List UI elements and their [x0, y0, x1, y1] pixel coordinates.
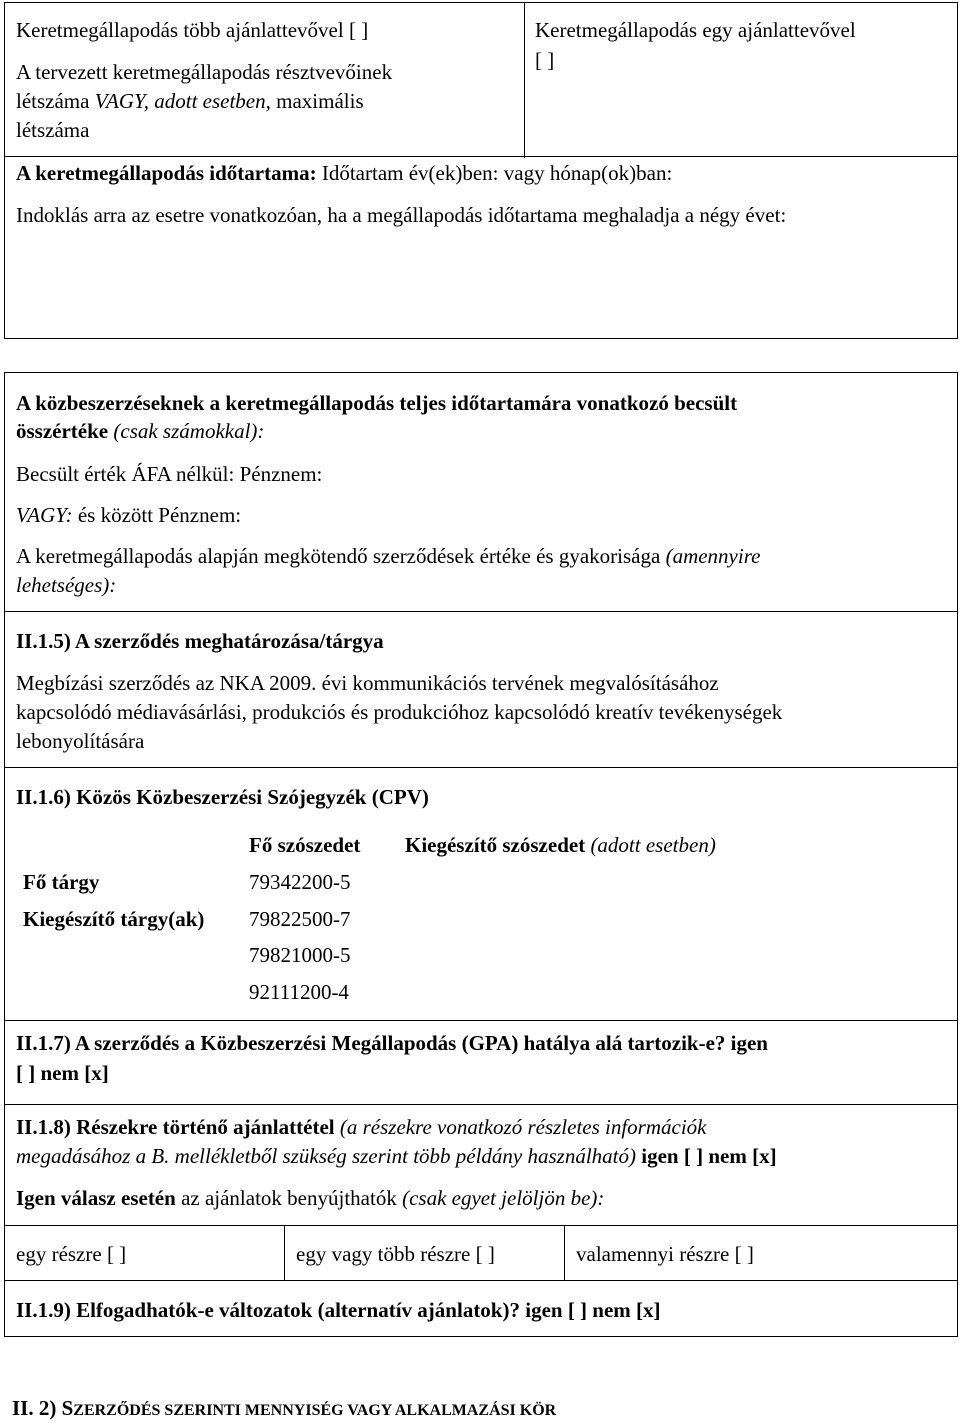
section-115-line1: Megbízási szerződés az NKA 2009. évi kommunikációs tervének megvalósításához [16, 671, 719, 695]
participants-line1: A tervezett keretmegállapodás résztvevőinek [16, 60, 393, 84]
section-119-title: II.1.9) Elfogadhatók-e változatok (alternatív ajánlatok)? igen [ ] nem [x] [16, 1298, 661, 1322]
framework-divider [524, 2, 525, 158]
value-contracts-line2: lehetséges): [16, 573, 117, 597]
value-range [16, 500, 241, 530]
section-118-title: II.1.8) Részekre történő ajánlattétel [16, 1115, 335, 1139]
section-116-title: II.1.6) Közös Közbeszerzési Szójegyzék (CPV) [16, 785, 429, 809]
parts-one-or-more: egy vagy több részre [ ] [296, 1242, 495, 1266]
duration-label [16, 158, 672, 188]
cpv-row-main-label: Fő tárgy [23, 870, 100, 894]
value-estimated: Becsült érték ÁFA nélkül: Pénznem: [16, 462, 323, 486]
participants-line2-a: létszáma [16, 89, 95, 113]
participants-line2-vagy: VAGY, adott esetben, [94, 89, 271, 113]
value-range-rest: és között Pénznem: [72, 503, 242, 527]
participants-line2 [16, 86, 364, 116]
section-115-line3: lebonyolítására [16, 729, 145, 753]
section-118-line2 [16, 1141, 777, 1171]
parts-divider [564, 1225, 565, 1281]
cpv-col-supp [405, 830, 716, 860]
duration-label-rest: Időtartam év(ek)ben: vagy hónap(ok)ban: [316, 161, 673, 185]
cpv-supp-code: 79821000-5 [249, 943, 351, 967]
duration-justification: Indoklás arra az esetre vonatkozóan, ha a megállapodás időtartama meghaladja a négy évet: [16, 203, 787, 227]
framework-row-divider [4, 156, 958, 157]
section-118-note2: megadásához a B. mellékletből szükség szerint több példány használható) [16, 1144, 637, 1168]
section-118-answer-italic: (csak egyet jelöljön be): [402, 1186, 605, 1210]
section-118-answer-bold: Igen válasz esetén [16, 1186, 176, 1210]
section-2-initial: S [61, 1396, 74, 1420]
duration-label-bold: A keretmegállapodás időtartama: [16, 161, 317, 185]
value-heading-line2 [16, 416, 264, 446]
parts-one: egy részre [ ] [16, 1242, 127, 1266]
framework-single-line2: [ ] [535, 48, 555, 72]
value-contracts-b: (amennyire [665, 544, 761, 568]
section-118-answer-rest: az ajánlatok benyújthatók [175, 1186, 403, 1210]
cpv-supp-code: 79822500-7 [249, 907, 351, 931]
section-117-line2: [ ] nem [x] [16, 1061, 109, 1085]
value-heading-line1: A közbeszerzéseknek a keretmegállapodás teljes időtartamára vonatkozó becsült [16, 391, 738, 415]
section-118-note1: (a részekre vonatkozó részletes információk [334, 1115, 707, 1139]
cpv-supp-code: 92111200-4 [249, 980, 349, 1004]
section-118-answer-line [16, 1183, 604, 1213]
value-contracts-line1 [16, 541, 760, 571]
section-115-line2: kapcsolódó médiavásárlási, produkciós és produkcióhoz kapcsolódó kreatív tevékenységek [16, 700, 783, 724]
value-range-vagy: VAGY: [16, 503, 73, 527]
value-contracts-a: A keretmegállapodás alapján megkötendő szerződések értéke és gyakorisága [16, 544, 666, 568]
cpv-col-main: Fő szószedet [249, 833, 361, 857]
cpv-row-supp-label: Kiegészítő tárgy(ak) [23, 907, 205, 931]
parts-divider [284, 1225, 285, 1281]
cpv-col-supp-italic: (adott esetben) [585, 833, 716, 857]
value-heading-bold: összértéke [16, 419, 109, 443]
participants-line2-b: maximális [270, 89, 364, 113]
section-2-prefix: II. 2) [12, 1396, 62, 1420]
section-118-answer: igen [ ] nem [x] [636, 1144, 777, 1168]
cpv-col-supp-bold: Kiegészítő szószedet [405, 833, 586, 857]
participants-line3: létszáma [16, 118, 90, 142]
value-heading-italic: (csak számokkal): [108, 419, 265, 443]
framework-single-line1: Keretmegállapodás egy ajánlattevővel [535, 18, 856, 42]
section-115-title: II.1.5) A szerződés meghatározása/tárgya [16, 629, 384, 653]
framework-multi-label: Keretmegállapodás több ajánlattevővel [ ] [16, 18, 369, 42]
section-117-line1: II.1.7) A szerződés a Közbeszerzési Megállapodás (GPA) hatálya alá tartozik-e? igen [16, 1031, 768, 1055]
section-118-line1 [16, 1112, 707, 1142]
cpv-row-main-code: 79342200-5 [249, 870, 351, 894]
section-2-heading [12, 1393, 556, 1426]
parts-all: valamennyi részre [ ] [576, 1242, 754, 1266]
section-2-rest: ZERZŐDÉS SZERINTI MENNYISÉG VAGY ALKALMAZÁSI KÖR [73, 1402, 557, 1419]
